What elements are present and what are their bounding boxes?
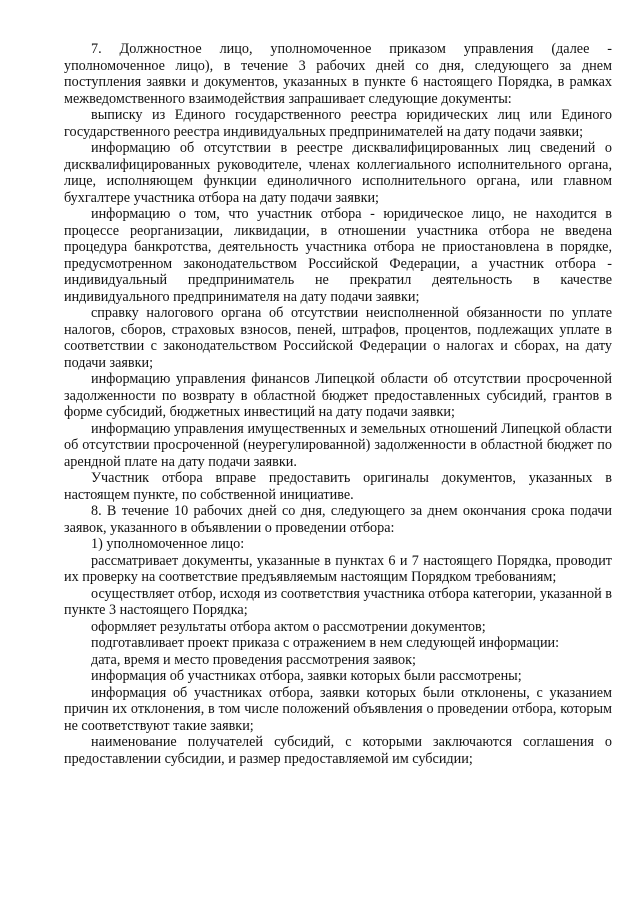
paragraph-rent-debt-info: информацию управления имущественных и земельных отношений Липецкой области об отсутствии просроченной (неурегулированной) задолженности в областной бюджет по арендной плате на дату подачи заявки.: [64, 420, 612, 470]
paragraph-authorized-person: 1) уполномоченное лицо:: [91, 536, 245, 552]
paragraph-prepares-order: подготавливает проект приказа с отражением в нем следующей информации:: [91, 635, 560, 651]
paragraph-finance-debt-info: информацию управления финансов Липецкой области об отсутствии просроченной задолженности по возврату в областной бюджет предоставленных субсидий, грантов в форме субсидий, бюджетных инвестиций на дату подачи заявки;: [64, 371, 612, 420]
paragraph-originals-right: Участник отбора вправе предоставить оригиналы документов, указанных в настоящем пункте, по собственной инициативе.: [64, 470, 612, 503]
paragraph-disqualified-registry: информацию об отсутствии в реестре дисквалифицированных лиц сведений о дисквалифицированных руководителе, членах коллегиального исполнительного органа, лице, исполняющем функции единоличного исполнительного органа, или главном бухгалтере участника отбора на дату подачи заявки;: [64, 140, 612, 206]
paragraph-tax-certificate: справку налогового органа об отсутствии неисполненной обязанности по уплате налогов, сборов, страховых взносов, пеней, штрафов, процентов, подлежащих уплате в соответствии с законодательством Российской Федерации о налогах и сборах, на дату подачи заявки;: [64, 305, 612, 371]
paragraph-reviewed-participants: информация об участниках отбора, заявки которых были рассмотрены;: [91, 668, 522, 684]
paragraph-recipients: наименование получателей субсидий, с которыми заключаются соглашения о предоставлении субсидии, и размер предоставляемой им субсидии;: [64, 734, 612, 767]
paragraph-formalizes-results: оформляет результаты отбора актом о рассмотрении документов;: [91, 618, 486, 635]
paragraph-reorganization-info: информацию о том, что участник отбора - юридическое лицо, не находится в процессе реорганизации, ликвидации, в отношении участника отбора не введена процедура банкротства, деятельность участника отбора не приостановлена в порядке, предусмотренном законодательством Российской Федерации, а участник отбора - индивидуальный предприниматель не прекратил деятельность в качестве индивидуального предпринимателя на дату подачи заявки;: [64, 206, 612, 305]
paragraph-egrul-extract: выписку из Единого государственного реестра юридических лиц или Единого государственного реестра индивидуальных предпринимателей на дату подачи заявки;: [64, 107, 612, 140]
paragraph-8-intro: 8. В течение 10 рабочих дней со дня, следующего за днем окончания срока подачи заявок, указанного в объявлении о проведении отбора:: [64, 503, 612, 536]
paragraph-performs-selection: осуществляет отбор, исходя из соответствия участника отбора категории, указанной в пункте 3 настоящего Порядка;: [64, 585, 612, 618]
paragraph-reviews-documents: рассматривает документы, указанные в пунктах 6 и 7 настоящего Порядка, проводит их проверку на соответствие предъявляемым настоящим Порядком требованиям;: [64, 552, 612, 585]
paragraph-date-time-place: дата, время и место проведения рассмотрения заявок;: [91, 651, 416, 668]
paragraph-rejected-participants: информация об участниках отбора, заявки которых были отклонены, с указанием причин их отклонения, в том числе положений объявления о проведении отбора, которым не соответствуют такие заявки;: [64, 684, 612, 734]
paragraph-7-intro: 7. Должностное лицо, уполномоченное приказом управления (далее - уполномоченное лицо), в течение 3 рабочих дней со дня, следующего за днем поступления заявки и документов, указанных в пункте 6 настоящего Порядка, в рамках межведомственного взаимодействия запрашивает следующие документы:: [64, 41, 612, 107]
document-page: [64, 41, 612, 767]
